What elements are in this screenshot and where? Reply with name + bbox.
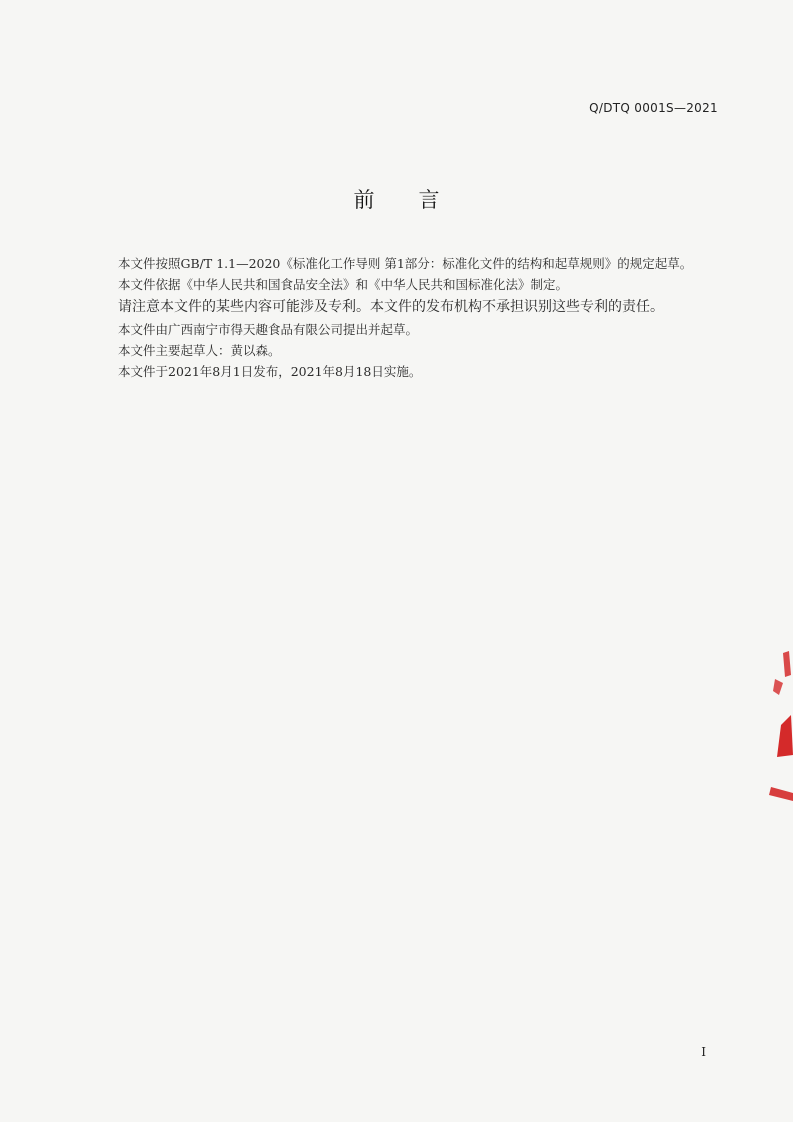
page-number: I xyxy=(701,1045,706,1059)
seal-stamp-fragment xyxy=(765,645,793,815)
seal-stroke-top xyxy=(783,651,791,677)
paragraph-proposer: 本文件由广西南宁市得天趣食品有限公司提出并起草。 xyxy=(118,322,419,337)
paragraph-drafting-rules: 本文件按照GB/T 1.1—2020《标准化工作导则 第1部分：标准化文件的结构和起草规则》的规定起草。 xyxy=(118,256,693,271)
foreword-body xyxy=(93,253,725,382)
document-code: Q/DTQ 0001S—2021 xyxy=(589,101,718,115)
paragraph-patent-notice: 请注意本文件的某些内容可能涉及专利。本文件的发布机构不承担识别这些专利的责任。 xyxy=(118,299,664,315)
paragraph-drafter: 本文件主要起草人：黄以森。 xyxy=(118,343,281,358)
paragraph-legal-basis: 本文件依据《中华人民共和国食品安全法》和《中华人民共和国标准化法》制定。 xyxy=(118,277,569,292)
paragraph-dates: 本文件于2021年8月1日发布，2021年8月18日实施。 xyxy=(118,364,422,379)
seal-stroke-mark xyxy=(773,679,783,695)
seal-stroke-center xyxy=(777,715,793,757)
seal-stroke-bottom xyxy=(769,787,793,801)
page-title: 前言 xyxy=(353,188,484,212)
